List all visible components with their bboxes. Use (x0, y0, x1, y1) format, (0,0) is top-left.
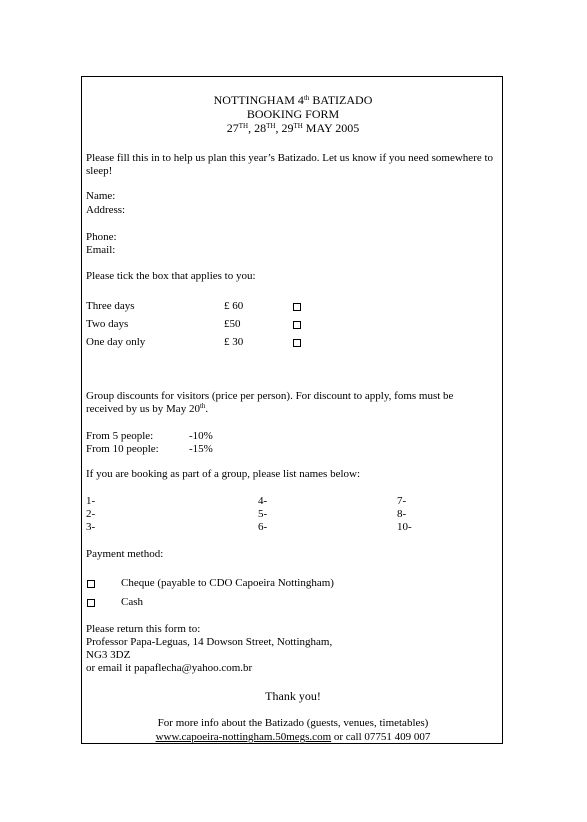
payment-cheque-label: Cheque (payable to CDO Capoeira Nottingham) (121, 577, 334, 589)
deadline-ordinal: th (199, 402, 206, 410)
email-field-label[interactable]: Email: (86, 244, 116, 256)
phone-field-label[interactable]: Phone: (86, 231, 117, 243)
checkbox-one-day[interactable] (293, 339, 301, 347)
checkbox-three-days[interactable] (293, 303, 301, 311)
discount-value-5: -10% (189, 430, 213, 442)
deadline-period: . (205, 403, 209, 415)
address-field-label[interactable]: Address: (86, 204, 126, 216)
intro-text: Please fill this in to help us plan this year’s Batizado. Let us know if you need somewhere to sleep! (86, 152, 494, 177)
checkbox-cheque[interactable] (87, 580, 95, 588)
group-list-instruction: If you are booking as part of a group, please list names below: (86, 468, 361, 480)
phone-contact: or call 07751 409 007 (331, 731, 431, 743)
option-price-three-days: £ 60 (224, 300, 244, 312)
event-dates (82, 122, 504, 135)
payment-cash-label: Cash (121, 596, 143, 608)
deadline-text: received by us by May 20 (86, 403, 200, 415)
discount-label-10: From 10 people: (86, 443, 159, 455)
date-month-year: MAY 2005 (302, 121, 360, 135)
website-link[interactable]: www.capoeira-nottingham.50megs.com (155, 731, 332, 743)
form-title-line2: BOOKING FORM (246, 107, 340, 121)
group-slot-5[interactable]: 5- (258, 508, 268, 520)
title-text-end: BATIZADO (309, 93, 373, 107)
group-discount-deadline (86, 403, 208, 416)
tick-instruction: Please tick the box that applies to you: (86, 270, 256, 282)
discount-label-5: From 5 people: (86, 430, 154, 442)
option-label-two-days: Two days (86, 318, 129, 330)
date-3-ordinal: TH (293, 122, 303, 130)
group-slot-1[interactable]: 1- (86, 495, 96, 507)
return-email: or email it papaflecha@yahoo.com.br (86, 662, 253, 674)
group-slot-2[interactable]: 2- (86, 508, 96, 520)
title-ordinal: th (303, 94, 310, 102)
date-2-ordinal: TH (266, 122, 276, 130)
discount-value-10: -15% (189, 443, 213, 455)
thank-you: Thank you! (265, 689, 321, 703)
booking-form (81, 76, 503, 744)
option-price-two-days: £50 (224, 318, 241, 330)
checkbox-cash[interactable] (87, 599, 95, 607)
group-slot-4[interactable]: 4- (258, 495, 268, 507)
checkbox-two-days[interactable] (293, 321, 301, 329)
date-1: 27 (226, 121, 239, 135)
group-discount-text: Group discounts for visitors (price per person). For discount to apply, foms must be (86, 390, 454, 402)
group-slot-7[interactable]: 7- (397, 495, 407, 507)
group-slot-10[interactable]: 10- (397, 521, 412, 533)
date-1-ordinal: TH (238, 122, 249, 130)
form-title-line1 (82, 94, 504, 107)
option-price-one-day: £ 30 (224, 336, 244, 348)
date-2: , 28 (248, 121, 267, 135)
return-address: Professor Papa-Leguas, 14 Dowson Street, Nottingham, (86, 636, 333, 648)
footer-contact (82, 731, 504, 744)
return-postcode: NG3 3DZ (86, 649, 131, 661)
return-heading: Please return this form to: (86, 623, 201, 635)
group-slot-6[interactable]: 6- (258, 521, 268, 533)
group-slot-3[interactable]: 3- (86, 521, 96, 533)
name-field-label[interactable]: Name: (86, 190, 116, 202)
footer-info: For more info about the Batizado (guests, venues, timetables) (157, 717, 429, 729)
group-slot-8[interactable]: 8- (397, 508, 407, 520)
title-text: NOTTINGHAM 4 (213, 93, 304, 107)
option-label-one-day: One day only (86, 336, 146, 348)
payment-heading: Payment method: (86, 548, 164, 560)
option-label-three-days: Three days (86, 300, 135, 312)
date-3: , 29 (275, 121, 294, 135)
